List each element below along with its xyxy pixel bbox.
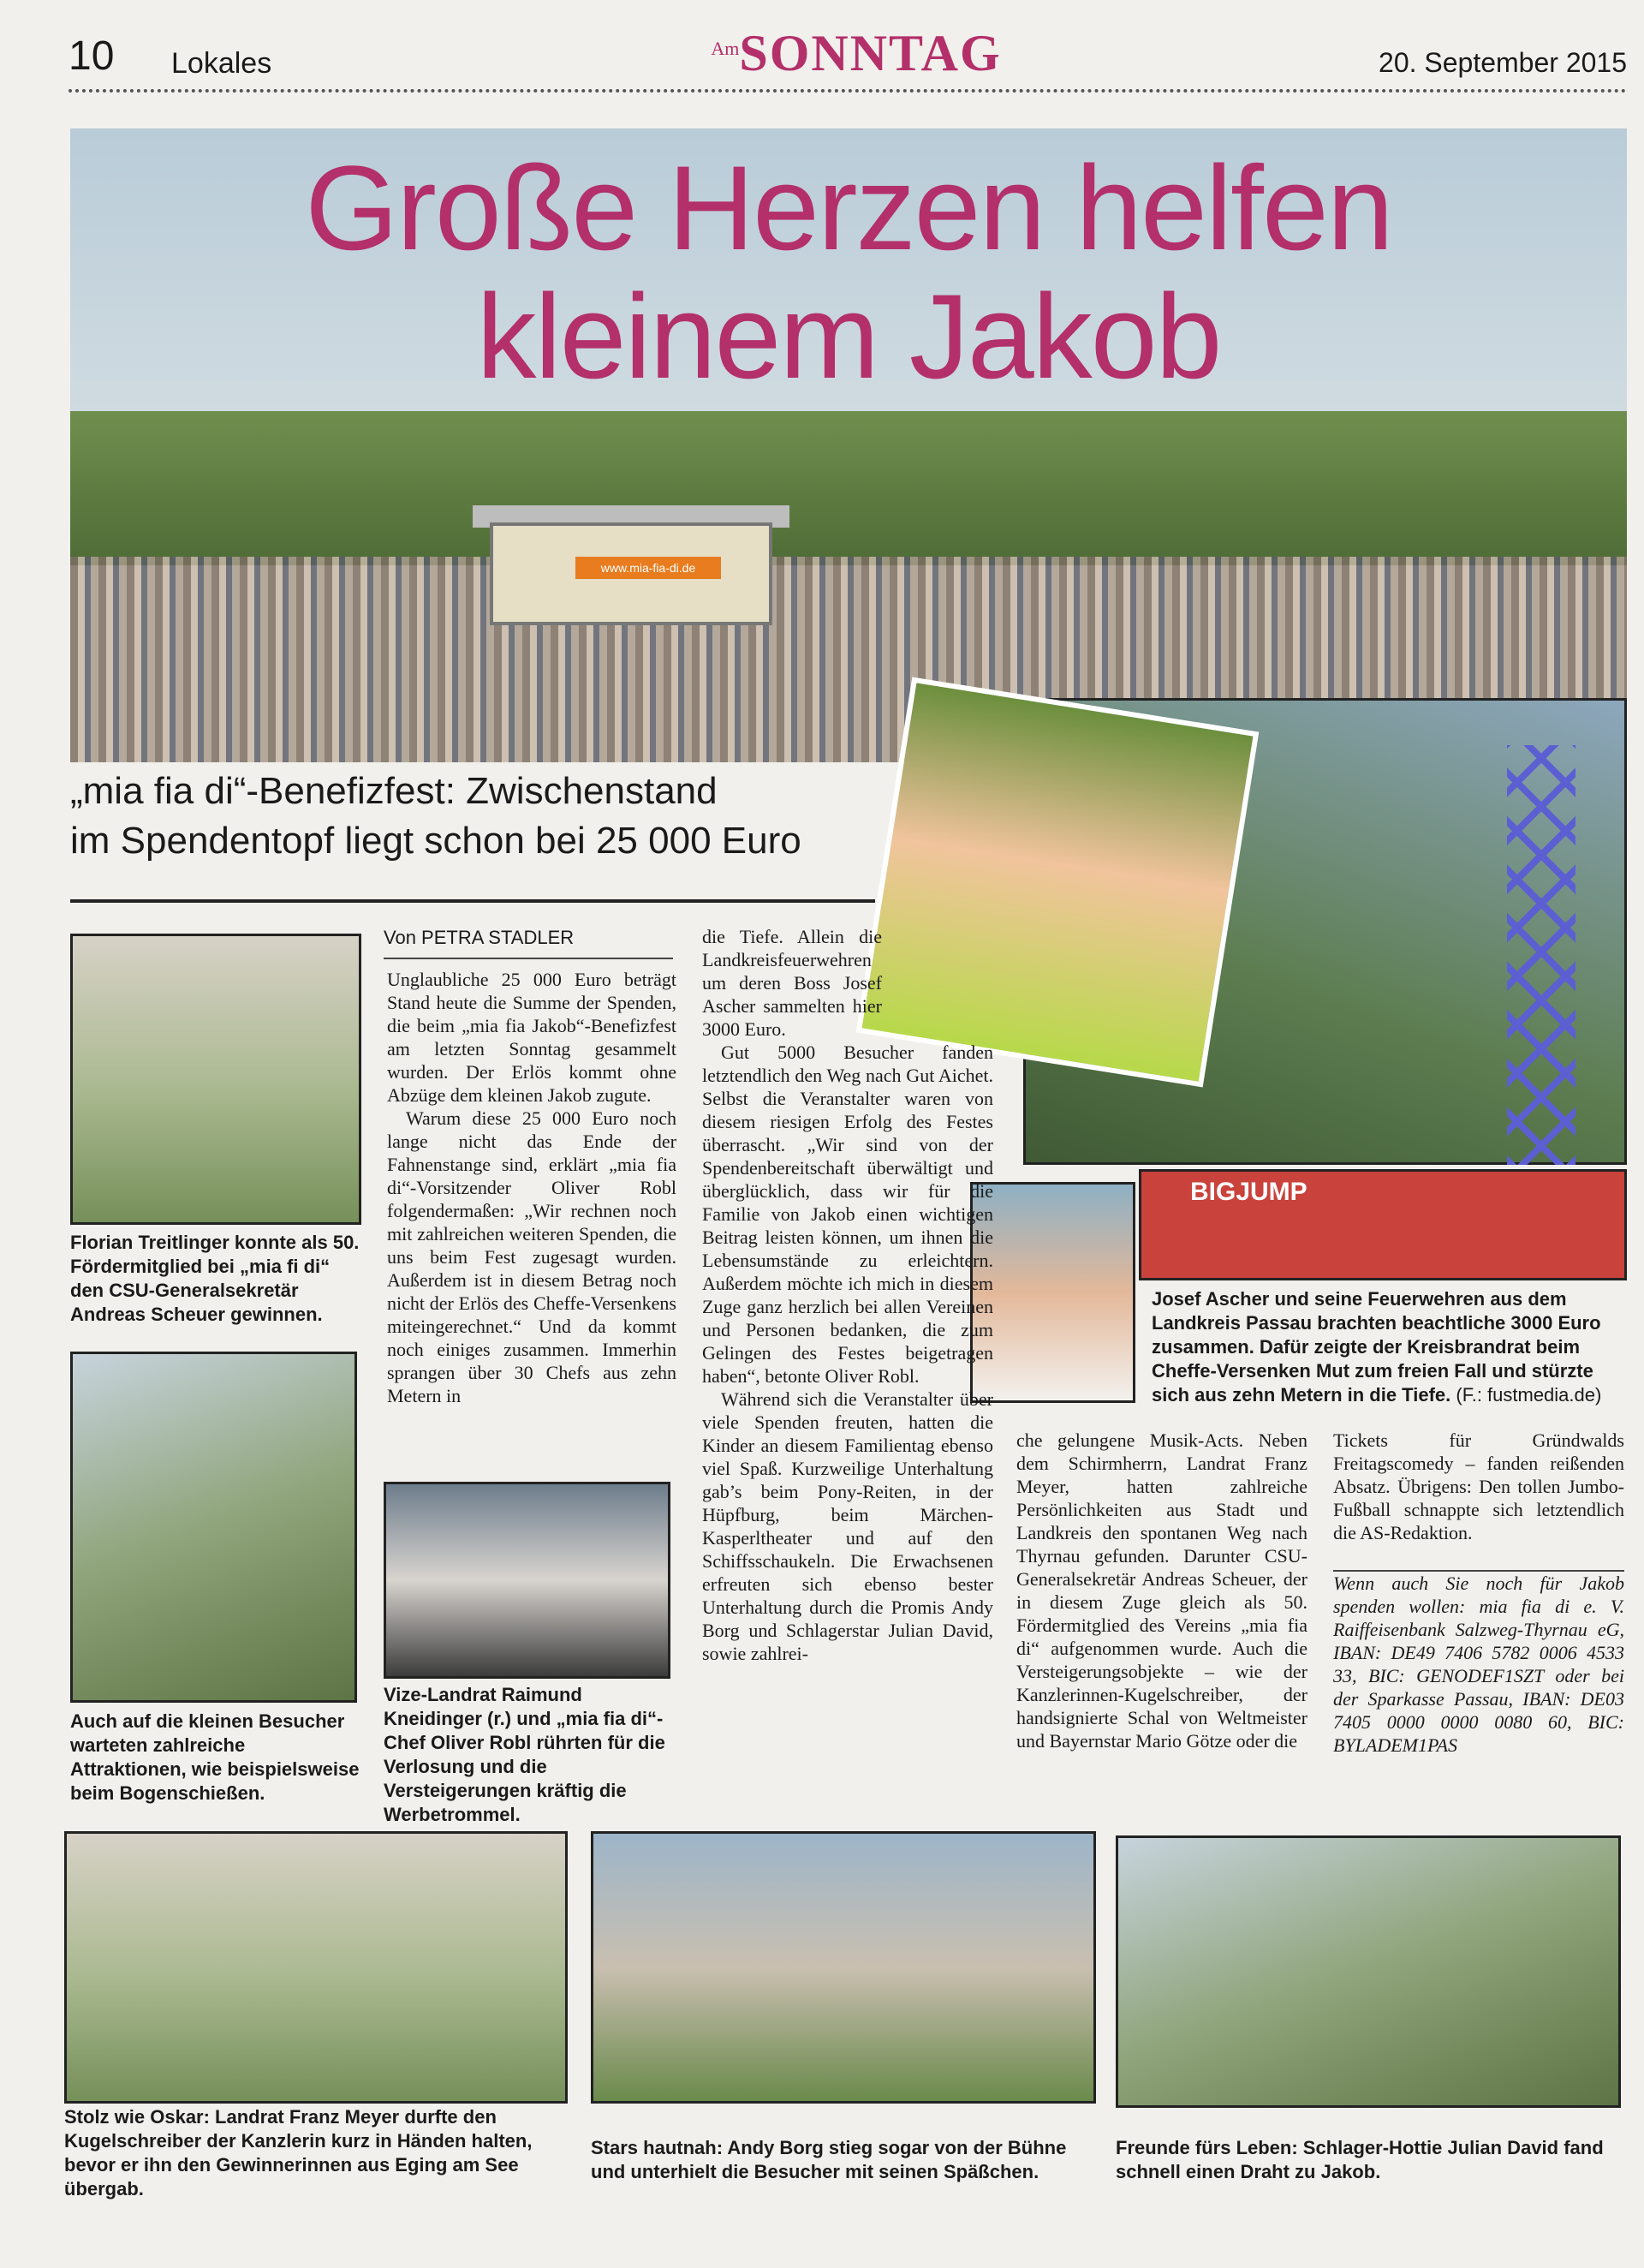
article-column-4 [1333,1429,1624,1757]
byline: Von PETRA STADLER [384,927,575,948]
masthead-prefix: Am [711,38,740,59]
caption-archery: Auch auf die kleinen Besucher warteten zahlreiche Attraktionen, wie beispielsweise beim Bogenschießen. [70,1710,360,1804]
paragraph: che gelungene Musik-Acts. Neben dem Schirmherrn, Landrat Franz Meyer, hatten zahlreiche Persönlichkeiten aus Stadt und Landkreis den spontanen Weg nach Thyrnau gefunden. Darunter CSU-Generalsekretär Andreas Scheuer, der in diesem Zuge gleich als 50. Fördermitglied des Vereins „mia fia di“ aufgenommen wurde. Auch die Versteigerungsobjekte – wie der Kanzlerinnen-Kugelschreiber, der handsignierte Schal von Weltmeister und Bayernstar Mario Götze oder die [1016,1429,1307,1752]
caption-david: Freunde fürs Leben: Schlager-Hottie Julian David fand schnell einen Draht zu Jakob. [1116,2137,1604,2182]
photo-credit: (F.: fustmedia.de) [1456,1384,1602,1406]
byline-rule [384,958,673,959]
header-divider [68,89,1627,93]
subheadline-line-2: im Spendentopf liegt schon bei 25 000 Euro [70,820,801,862]
caption-ascher-text: Josef Ascher und seine Feuerwehren aus dem Landkreis Passau brachten beachtliche 3000 Euro zusammen. Dafür zeigte der Kreisbrandrat beim Cheffe-Versenken Mut zum freien Fall und stürzte sich aus zehn Metern in die Tiefe. [1152,1288,1601,1406]
subheadline [70,767,858,866]
donation-note: Wenn auch Sie noch für Jakob spenden wollen: mia fia di e. V. Raiffeisenbank Salzweg-Thyrnau eG, IBAN: DE49 7406 5782 0006 4533 33, BIC: GENODEF1SZT oder bei der Sparkasse Passau, IBAN: DE03 7405 0000 0000 0080 60, BIC: BYLADEM1PAS [1333,1573,1624,1756]
masthead [702,24,1010,83]
scissor-lift [1507,745,1576,1165]
masthead-name: SONNTAG [739,25,1002,81]
section-label: Lokales [171,47,272,80]
jump-cushion-label: BIGJUMP [1190,1178,1307,1206]
headline [70,140,1627,403]
hero-trees [70,411,1627,565]
hero-photo [70,128,1627,762]
caption-ascher [1152,1287,1627,1407]
archery-photo [70,1352,357,1703]
headline-line-1: Große Herzen helfen [305,140,1392,275]
caption-kneidinger: Vize-Landrat Raimund Kneidinger (r.) und „mia fia di“-Chef Oliver Robl rührten für die Verlosung und die Versteigerungen kräftig die Werbetrommel. [384,1684,665,1825]
subheadline-line-1: „mia fia di“-Benefizfest: Zwischenstand [70,770,718,812]
paragraph: Unglaubliche 25 000 Euro beträgt Stand heute die Summe der Spenden, die beim „mia fia Jakob“-Benefizfest am letzten Sonntag gesammelt wurden. Der Erlös kommt ohne Abzüge dem kleinen Jakob zugute. [387,969,676,1106]
issue-date: 20. September 2015 [1379,47,1627,78]
caption-borg: Stars hautnah: Andy Borg stieg sogar von der Bühne und unterhielt die Besucher mit seinen Späßchen. [591,2137,1067,2182]
borg-photo [591,1831,1096,2104]
paragraph: Während sich die Veranstalter über viele Spenden freuten, hatten die Kinder an diesem Familientag ebenso viel Spaß. Kurzweilige Unterhaltung gab’s beim Pony-Reiten, in der Hüpfburg, beim Märchen-Kasperltheater und auf den Schiffsschaukeln. Die Erwachsenen erfreuten sich ebenso bester Unterhaltung durch die Promis Andy Borg und Schlagerstar Julian David, sowie zahlrei- [702,1388,993,1664]
page-number: 10 [68,33,115,79]
paragraph: die Tiefe. Allein die Landkreisfeuerwehren um deren Boss Josef Ascher sammelten hier 3000 Euro. [702,926,882,1040]
headline-line-2: kleinem Jakob [476,269,1221,403]
ascher-portrait [970,1182,1135,1403]
subheadline-rule [70,899,875,903]
paragraph: Tickets für Gründwalds Freitagscomedy – fanden reißenden Absatz. Übrigens: Den tollen Jumbo-Fußball schnappte sich letztendlich die AS-Redaktion. [1333,1429,1624,1543]
kneidinger-robl-photo [384,1482,670,1679]
article-column-2 [702,925,993,1665]
caption-treitlinger: Florian Treitlinger konnte als 50. Fördermitglied bei „mia fi di“ den CSU-Generalsekretär Andreas Scheuer gewinnen. [70,1232,360,1325]
donation-rule [1333,1570,1624,1572]
treitlinger-scheuer-photo [70,934,361,1225]
david-jakob-photo [1116,1835,1621,2108]
paragraph: Warum diese 25 000 Euro noch lange nicht das Ende der Fahnenstange sind, erklärt „mia fia di“-Vorsitzender Oliver Robl folgendermaßen: „Wir rechnen noch mit zahlreichen weiteren Spenden, die uns beim Fest zugesagt wurden. Außerdem ist in diesem Betrag noch nicht der Erlös des Cheffe-Versenkens miteingerechnet.“ Und da kommt noch einiges zusammen. Immerhin sprangen über 30 Chefs aus zehn Metern in [387,1107,676,1406]
caption-meyer: Stolz wie Oskar: Landrat Franz Meyer durfte den Kugelschreiber der Kanzlerin kurz in Händen halten, bevor er ihn den Gewinnerinnen aus Eging am See übergab. [64,2106,533,2199]
stage-sign: www.mia-fia-di.de [575,557,721,579]
paragraph: Gut 5000 Besucher fanden letztendlich den Weg nach Gut Aichet. Selbst die Veranstalter waren von diesem riesigen Erfolg des Festes überrascht. „Wir sind von der Spendenbereitschaft überwältigt und überglücklich, dass wir für die Familie von Jakob einen wichtigen Beitrag leisten können, um ihnen die Lebensumstände zu erleichtern. Außerdem möchte ich mich in diesem Zuge ganz herzlich bei allen Vereinen und Personen bedanken, die zum Gelingen des Festes beigetragen haben“, betonte Oliver Robl. [702,1041,993,1387]
article-column-1 [387,968,676,1407]
article-column-3 [1016,1429,1307,1752]
meyer-photo [64,1831,568,2104]
